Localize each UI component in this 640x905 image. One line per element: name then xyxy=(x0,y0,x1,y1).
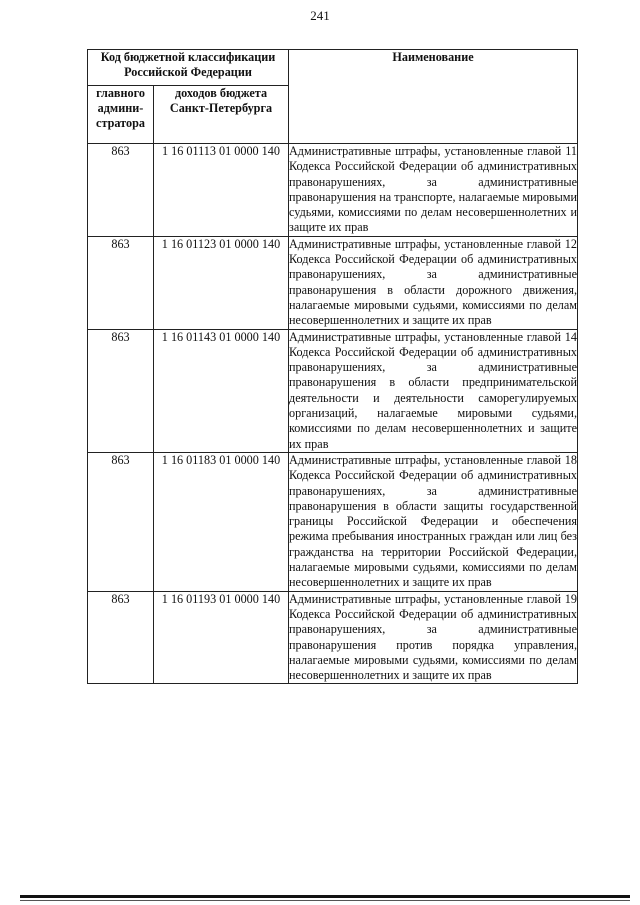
admin-code-cell: 863 xyxy=(88,236,154,329)
budget-classification-table xyxy=(87,49,578,684)
income-code-cell: 1 16 01123 01 0000 140 xyxy=(154,236,289,329)
admin-code-cell: 863 xyxy=(88,144,154,237)
income-code-cell: 1 16 01183 01 0000 140 xyxy=(154,452,289,591)
name-cell: Административные штрафы, установленные главой 19 Кодекса Российской Федерации об административных правонарушениях, за административные правонарушения против порядка управления, налагаемые мировыми судьями, комиссиями по делам несовершеннолетних и защите их прав xyxy=(289,591,577,683)
header-row-top xyxy=(88,50,578,86)
income-code-cell: 1 16 01193 01 0000 140 xyxy=(154,591,289,684)
table-row xyxy=(88,591,578,684)
table-row xyxy=(88,452,578,591)
bottom-scan-rule xyxy=(20,895,630,898)
bottom-scan-rule-thin xyxy=(20,900,630,901)
name-cell: Административные штрафы, установленные главой 12 Кодекса Российской Федерации об административных правонарушениях, за административные правонарушения в области дорожного движения, налагаемые мировыми судьями, комиссиями по делам несовершеннолетних и защите их прав xyxy=(289,236,577,328)
header-budget-income: доходов бюджета Санкт-Петербурга xyxy=(154,86,289,144)
income-code-cell: 1 16 01143 01 0000 140 xyxy=(154,329,289,452)
table-row xyxy=(88,236,578,329)
admin-code-cell: 863 xyxy=(88,329,154,452)
page-number: 241 xyxy=(310,8,330,23)
table-row xyxy=(88,329,578,452)
name-cell: Административные штрафы, установленные главой 18 Кодекса Российской Федерации об административных правонарушениях, за административные правонарушения в области защиты государственной границы Российской Федерации и обеспечения режима пребывания иностранных граждан или лиц без гражданства на территории Российской Федерации, налагаемые мировыми судьями, комиссиями по делам несовершеннолетних и защите их прав xyxy=(289,452,577,590)
income-code-cell: 1 16 01113 01 0000 140 xyxy=(154,144,289,237)
admin-code-cell: 863 xyxy=(88,591,154,684)
table-header xyxy=(88,50,578,144)
header-name: Наименование xyxy=(289,50,578,144)
name-cell: Административные штрафы, установленные главой 14 Кодекса Российской Федерации об административных правонарушениях, за административные правонарушения в области предпринимательской деятельности и деятельности саморегулируемых организаций, налагаемые мировыми судьями, комиссиями по делам несовершеннолетних и защите их прав xyxy=(289,329,577,451)
header-main-administrator: главного админи-стратора xyxy=(88,86,154,144)
admin-code-cell: 863 xyxy=(88,452,154,591)
header-budget-code: Код бюджетной классификации Российской Федерации xyxy=(88,50,289,86)
table-row xyxy=(88,144,578,237)
name-cell: Административные штрафы, установленные главой 11 Кодекса Российской Федерации об административных правонарушениях, за административные правонарушения на транспорте, налагаемые мировыми судьями, комиссиями по делам несовершеннолетних и защите их прав xyxy=(289,144,577,235)
table-body xyxy=(88,144,578,684)
